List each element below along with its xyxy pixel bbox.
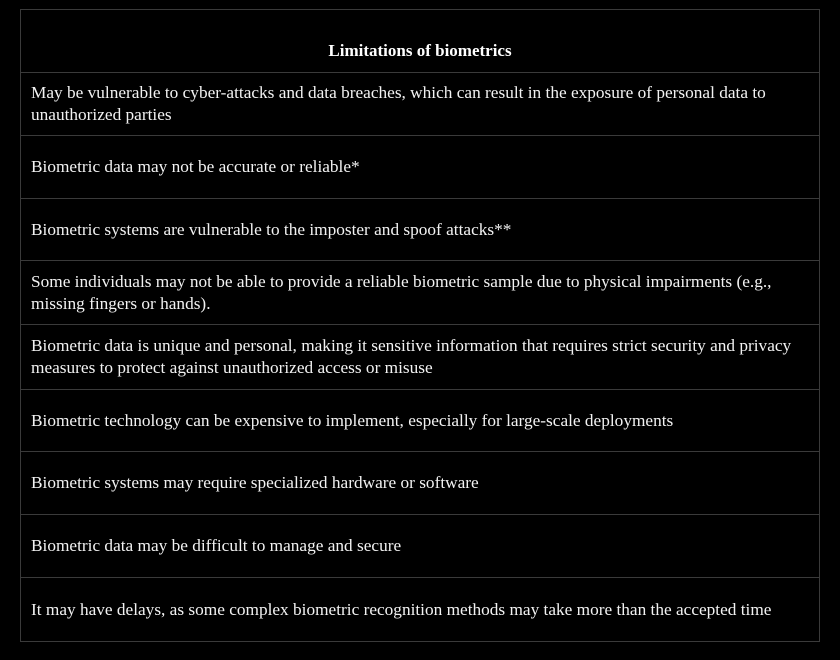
table-row	[21, 578, 819, 641]
table-header-label: Limitations of biometrics	[328, 41, 512, 60]
table-cell: Biometric technology can be expensive to implement, especially for large-scale deployments	[31, 410, 674, 430]
table-row	[21, 390, 819, 452]
table-cell: Biometric systems are vulnerable to the imposter and spoof attacks**	[31, 219, 512, 239]
table-row	[21, 515, 819, 578]
table-row	[21, 136, 819, 199]
table-cell: May be vulnerable to cyber-attacks and data breaches, which can result in the exposure of personal data to unauthorized parties	[31, 83, 766, 124]
table-header	[21, 10, 819, 73]
table-cell: Biometric systems may require specialized hardware or software	[31, 473, 479, 492]
table-row	[21, 261, 819, 325]
table-cell: Biometric data is unique and personal, making it sensitive information that requires strict security and privacy measures to protect against unauthorized access or misuse	[31, 336, 792, 377]
table-row	[21, 452, 819, 515]
table-row	[21, 73, 819, 136]
table-cell: Biometric data may be difficult to manage and secure	[31, 536, 402, 555]
table-cell: It may have delays, as some complex biometric recognition methods may take more than the accepted time	[31, 599, 772, 619]
table-cell: Biometric data may not be accurate or reliable*	[31, 157, 360, 176]
limitations-table	[20, 9, 820, 642]
table-row	[21, 199, 819, 261]
table-row	[21, 325, 819, 390]
table-cell: Some individuals may not be able to provide a reliable biometric sample due to physical impairments (e.g., missing fingers or hands).	[31, 271, 772, 313]
